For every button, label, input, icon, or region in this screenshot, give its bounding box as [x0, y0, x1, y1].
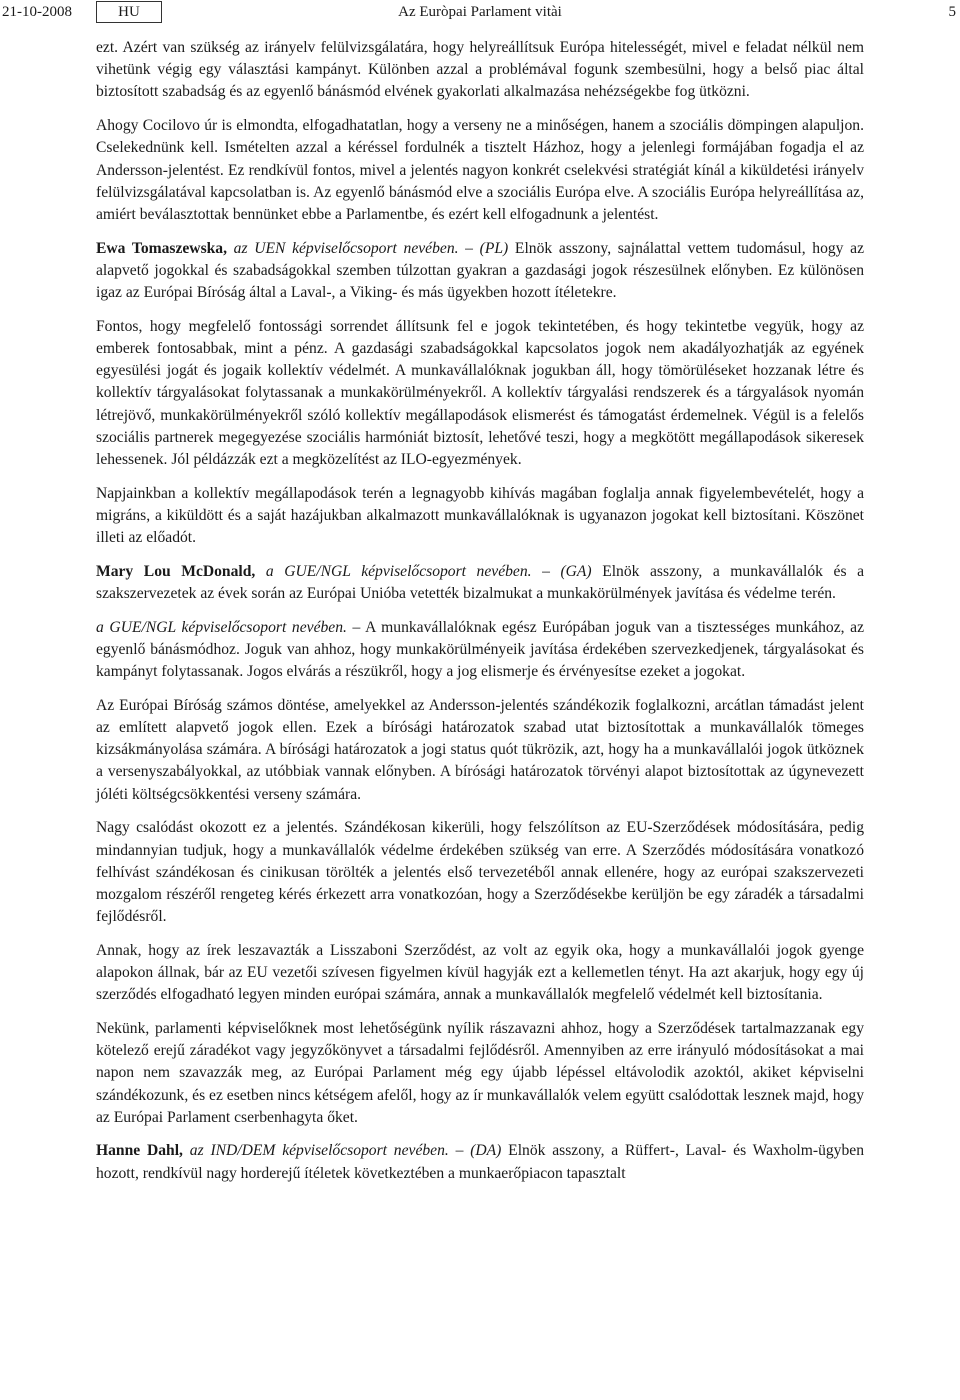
dash: – — [531, 562, 561, 580]
speaker-name: Ewa Tomaszewska, — [96, 239, 228, 257]
paragraph — [96, 695, 864, 806]
paragraph-text: ezt. Azért van szükség az irányelv felülvizsgálatára, hogy helyreállítsuk Európa hitelességét, mivel e feladat nélkül nem vihetünk végig egy választási kampányt. Különben azzal a problémával fogunk szembesülni, hogy a belső piac által biztosított szabadság és az egyenlő bánásmód elvének gyakorlati alkalmazása nehézségekbe fog ütközni. — [96, 39, 864, 101]
speech-paragraph — [96, 617, 864, 684]
dash: – — [346, 618, 366, 636]
paragraph-text: Az Európai Bíróság számos döntése, amelyekkel az Andersson-jelentés szándékozik foglalkozni, arcátlan támadást jelent az említett alapvető jogok ellen. Ezek a bírósági határozatok szabad utat biztosítottak a munkavállalók tömeges kizsákmányolása számára. A bírósági határozatok a jogi status quót tükrözik, azt, hogy ha a munkavállalói jogok ütköznek a versenyszabályokkal, az utóbbiak vannak előnyben. A bírósági határozatok törvényi alapot biztosítottak az úgynevezett jóléti költségcsökkentési verseny számára. — [96, 696, 864, 803]
paragraph — [96, 940, 864, 1007]
speaker-name: Hanne Dahl, — [96, 1142, 183, 1160]
page-number: 5 — [948, 4, 956, 20]
header-title: Az Euròpai Parlament vitài — [398, 4, 562, 20]
political-group: az UEN képviselőcsoport nevében. — [227, 239, 459, 257]
document-body — [96, 37, 864, 1196]
paragraph-text: Elnök asszony, a munkavállalók és a szakszervezetek az évek során az Európai Unióba vetették bizalmukat a munkakörülmények javítása és védelme terén. — [96, 562, 864, 602]
language-code: (GA) — [560, 562, 592, 580]
paragraph-text: Elnök asszony, sajnálattal vettem tudomásul, hogy az alapvető jogokkal és szabadságokkal szemben túlzottan gyakran a gazdasági jogok részesülnek előnyben. Ez különösen igaz az Európai Bíróság által a Laval-, a Viking- és más ügyekben hozott ítéletekre. — [96, 239, 864, 302]
paragraph — [96, 115, 864, 226]
paragraph — [96, 817, 864, 928]
speaker-name: Mary Lou McDonald, — [96, 562, 256, 580]
paragraph-text: A munkavállalóknak egész Európában joguk van a tisztességes munkához, az egyenlő bánásmódhoz. Joguk van ahhoz, hogy munkakörülményeik javítása érdekében szervezkedjenek, tárgyalásokat és kampányt folytassanak. Jogos elvárás a részükről, hogy a jog elismerje és érvényesítse ezeket a jogokat. — [96, 618, 864, 681]
political-group: a GUE/NGL képviselőcsoport nevében. — [96, 618, 347, 636]
page-header — [0, 0, 960, 28]
paragraph-text: Annak, hogy az írek leszavazták a Lisszaboni Szerződést, az volt az egyik oka, hogy a munkavállalói jogok gyenge alapokon állnak, bár az EU vezetői szívesen figyelmen kívül hagyják ezt a kellemetlen tényt. Ha azt akarjuk, hogy egy új szerződés elfogadható legyen minden európai számára, annak a munkavállalók megfelelő védelmét kell biztosítania. — [96, 941, 864, 1004]
paragraph-text: Napjainkban a kollektív megállapodások terén a legnagyobb kihívás magában foglalja annak figyelembevételét, hogy a migráns, a kiküldött és a saját hazájukban alkalmazott munkavállalóknak is ugyanazon jogokat kell biztosítani. Köszönet illeti az előadót. — [96, 484, 864, 547]
paragraph-text: Elnök asszony, a Rüffert-, Laval- és Waxholm-ügyben hozott, rendkívül nagy horderejű ítéletek következtében a munkaerőpiacon tapasztalt — [96, 1142, 864, 1182]
paragraph — [96, 483, 864, 550]
paragraph-text: Nekünk, parlamenti képviselőknek most lehetőségünk nyílik rászavazni ahhoz, hogy a Szerződések tartalmazzanak egy kötelező erejű záradékot vagy jegyzőkönyvet a társadalmi fejlődésről. Amennyiben az erre irányuló módosításokat a mai napon nem szavazzák meg, az Európai Parlament még egy újabb lépéssel eltávolodik azoktól, akiket képviselni szándékozunk, és ez esetben nincs kétségem afelől, hogy az ír munkavállalók velem együtt csalódottak lesznek majd, hogy az Európai Parlament cserbenhagyta őket. — [96, 1019, 864, 1126]
dash: – — [448, 1142, 471, 1160]
speech-paragraph — [96, 238, 864, 305]
paragraph — [96, 316, 864, 471]
paragraph — [96, 37, 864, 104]
dash: – — [458, 239, 480, 257]
speech-paragraph — [96, 561, 864, 605]
paragraph-text: Ahogy Cocilovo úr is elmondta, elfogadhatatlan, hogy a verseny ne a minőségen, hanem a szociális dömpingen alapuljon. Cselekednünk kell. Ismételten azzal a kéréssel fordulnék a tisztelt Házhoz, hogy a jelenlegi formájában fogadja el az Andersson-jelentést. Ez rendkívül fontos, mivel a jelentés nagyon konkrét cselekvési stratégiát kínál a kiküldetési irányelv felülvizsgálatával kapcsolatban is. Az egyenlő bánásmód elve a szociális Európa elve. A szociális Európa helyreállítása az, amiért beválasztottak bennünket ebbe a Parlamentbe, és ezért kell elfogadnunk a jelentést. — [96, 117, 864, 223]
political-group: a GUE/NGL képviselőcsoport nevében. — [255, 562, 532, 580]
political-group: az IND/DEM képviselőcsoport nevében. — [182, 1142, 449, 1160]
paragraph — [96, 1018, 864, 1129]
language-code: (PL) — [479, 239, 509, 257]
header-date: 21-10-2008 — [2, 4, 72, 20]
paragraph-text: Fontos, hogy megfelelő fontossági sorrendet állítsunk fel e jogok tekintetében, és hogy tekintetbe vegyük, hogy az emberek fontosabbak, mint a pénz. A gazdasági szabadságokkal kapcsolatos jogok nem akadályozhatják az egyének egyesülési jogát és jogaik kollektív védelmét. A munkavállalóknak jogukban áll, hogy tömörüléseket hozzanak létre és kollektív tárgyalásokat folytassanak a munkakörülményekről. A kollektív tárgyalási rendszerek és a tárgyalások nyomán létrejövő, munkakörülményekről szóló kollektív megállapodások elismerést és támogatást érdemelnek. Végül is a felelős szociális partnerek megegyezése szociális harmóniát biztosít, lehetővé teszi, hogy a megkötött megállapodások sikeresek lehessenek. Jól példázzák ezt a megközelítést az ILO-egyezmények. — [96, 317, 864, 468]
paragraph-text: Nagy csalódást okozott ez a jelentés. Szándékosan kikerüli, hogy felszólítson az EU-Szerződések módosítására, pedig mindannyian tudjuk, hogy a munkavállalók védelme érdekében szükség van erre. A Szerződés módosítására vonatkozó felhívást szándékosan és cinikusan törölték a jelentés első tervezetéből annak ellenére, hogy az európai szakszervezeti mozgalom részéről rengeteg kérés érkezett arra vonatkozóan, hogy a Szerződésekbe kerüljön be egy záradék a társadalmi fejlődésről. — [96, 819, 864, 926]
language-code: (DA) — [470, 1142, 502, 1160]
speech-paragraph — [96, 1140, 864, 1184]
language-code-box: HU — [96, 1, 162, 23]
